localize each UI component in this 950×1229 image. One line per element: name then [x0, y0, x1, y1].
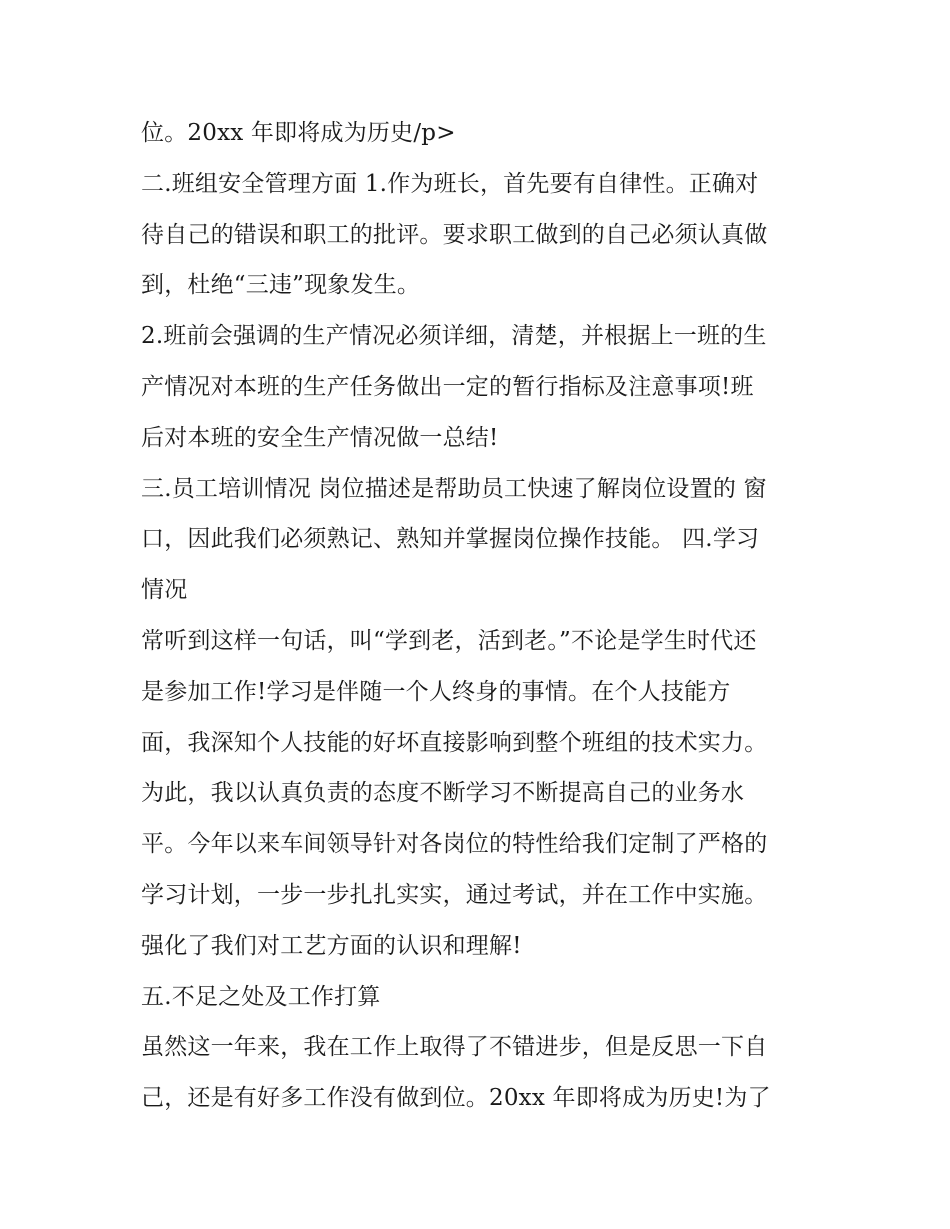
text-line: 口，因此我们必须熟记、熟知并掌握岗位操作技能。 四.学习	[141, 526, 760, 553]
text-line: 强化了我们对工艺方面的认识和理解!	[141, 932, 522, 959]
text-line: 常听到这样一句话，叫“学到老，活到老。”不论是学生时代还	[141, 627, 757, 654]
text-line: 到，杜绝“三违”现象发生。	[141, 272, 421, 299]
text-line: 是参加工作!学习是伴随一个人终身的事情。在个人技能方	[141, 678, 731, 705]
text-line: 平。今年以来车间领导针对各岗位的特性给我们定制了严格的	[141, 831, 768, 858]
text-line: 虽然这一年来，我在工作上取得了不错进步，但是反思一下自	[141, 1034, 768, 1061]
document-body	[141, 108, 831, 1124]
text-line: 为此，我以认真负责的态度不断学习不断提高自己的业务水	[141, 780, 745, 807]
text-line: 二.班组安全管理方面 1.作为班长，首先要有自律性。正确对	[141, 170, 759, 197]
text-line: 后对本班的安全生产情况做一总结!	[141, 424, 499, 451]
text-line: 己，还是有好多工作没有做到位。20xx 年即将成为历史!为了	[141, 1085, 771, 1112]
text-line: 学习计划，一步一步扎扎实实，通过考试，并在工作中实施。	[141, 881, 768, 908]
text-line: 情况	[141, 577, 188, 604]
text-line: 五.不足之处及工作打算	[141, 983, 381, 1010]
text-line: 面，我深知个人技能的好坏直接影响到整个班组的技术实力。	[141, 729, 768, 756]
text-line: 2.班前会强调的生产情况必须详细，清楚，并根据上一班的生	[141, 323, 767, 350]
text-line: 三.员工培训情况 岗位描述是帮助员工快速了解岗位设置的 窗	[141, 475, 767, 502]
text-line: 产情况对本班的生产任务做出一定的暂行指标及注意事项!班	[141, 373, 754, 400]
text-line: 待自己的错误和职工的批评。要求职工做到的自己必须认真做	[141, 221, 768, 248]
text-line: 位。20xx 年即将成为历史/p>	[141, 120, 456, 146]
